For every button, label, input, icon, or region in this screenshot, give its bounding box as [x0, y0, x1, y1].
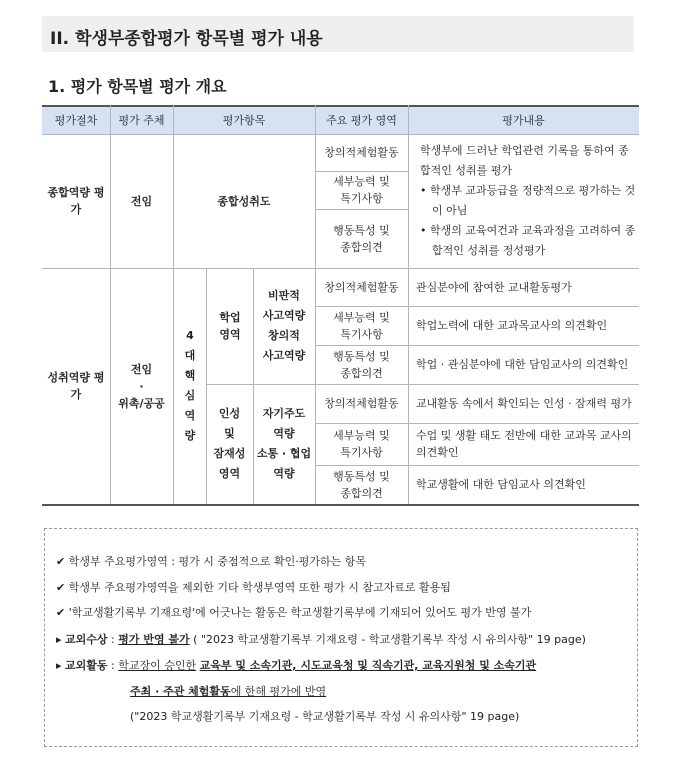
row1-area-detail: 세부능력 및 특기사항 [333, 175, 390, 205]
competency-line: 사고역량 [262, 309, 306, 322]
header-area: 주요 평가 영역 [326, 113, 397, 127]
subsection-title: 1. 평가 항목별 평가 개요 [48, 77, 227, 96]
note-3: ✔ '학교생활기록부 기재요령'에 어긋나는 활동은 학교생활기록부에 기재되어 있어도 평가 반영 불가 [56, 606, 532, 619]
row2-content: 수업 및 생활 태도 전반에 대한 교과목 교사의 의견확인 [416, 429, 632, 459]
row1-content-line-2: • 학생부 교과등급을 정량적으로 평가하는 것이 아님 [420, 184, 636, 217]
row2-area: 창의적체험활동 [324, 280, 399, 294]
domain-line: 및 [224, 427, 235, 440]
triangle-bullet-icon: ▸ [56, 633, 66, 646]
competency-line: 비판적 [268, 289, 300, 302]
row2-area: 행동특성 및 종합의견 [333, 469, 390, 500]
row2-competency-character [253, 384, 315, 504]
row2-content: 학업노력에 대한 교과목교사의 의견확인 [416, 319, 608, 332]
note-5-reference: ("2023 학교생활기록부 기재요령 - 학교생활기록부 작성 시 유의사항" 19 page) [130, 710, 520, 723]
row1-area-behavior: 행동특성 및 종합의견 [333, 223, 390, 254]
competency-line: 자기주도 [262, 407, 306, 420]
row2-area: 창의적체험활동 [324, 397, 399, 410]
section-title: II. 학생부종합평가 항목별 평가 내용 [50, 29, 323, 49]
note-1: ✔ 학생부 주요평가영역 : 평가 시 중점적으로 확인·평가하는 항목 [56, 555, 367, 568]
row2-area: 행동특성 및 종합의견 [333, 349, 390, 380]
header-item: 평가항목 [222, 113, 266, 127]
row2-content: 교내활동 속에서 확인되는 인성 · 잠재력 평가 [416, 397, 632, 410]
row2-competency-academic [253, 268, 315, 384]
row2-procedure: 성취역량 평가 [47, 371, 105, 401]
note-5-label: 교외활동 [65, 659, 108, 672]
row2-area: 세부능력 및 특기사항 [333, 310, 390, 341]
row2-domain-academic: 학업 영역 [219, 311, 241, 341]
row2-content: 학업 · 관심분야에 대한 담임교사의 의견확인 [416, 358, 629, 371]
note-5-d: 에 한해 평가에 반영 [230, 685, 327, 698]
row2-domain-character [206, 384, 253, 504]
triangle-bullet-icon: ▸ [56, 659, 66, 672]
domain-line: 영역 [218, 467, 241, 480]
competency-line: 소통 · 협업 [256, 447, 312, 460]
row2-core-competency: 4 대 핵 심 역 량 [184, 329, 196, 442]
row1-content-line-1: 학생부에 드러난 학업관련 기록을 통하여 종합적인 성취를 평가 [420, 144, 629, 177]
row1-content [410, 141, 638, 261]
note-5-a: 학교장이 승인한 [118, 659, 197, 672]
note-5-line-2 [130, 683, 326, 699]
domain-line: 잠재성 [213, 447, 246, 460]
row2-subject [110, 268, 173, 504]
header-procedure: 평가절차 [54, 113, 98, 127]
note-4-label: 교외수상 [65, 633, 108, 646]
note-5-c: 주최 · 주관 체험활동 [130, 685, 231, 698]
note-4: ▸ 교외수상 : 평가 반영 불가 ( "2023 학교생활기록부 기재요령 - 학교생활기록부 작성 시 유의사항" 19 page) [56, 633, 586, 646]
competency-line: 창의적 [268, 329, 300, 342]
header-content: 평가내용 [502, 113, 545, 127]
note-4-emphasis: 평가 반영 불가 [118, 633, 190, 646]
competency-line: 사고역량 [262, 349, 306, 362]
row2-subject-line: · [139, 379, 144, 393]
row2-subject-line: 전임 [130, 362, 153, 376]
row1-area-creative: 창의적체험활동 [324, 146, 399, 159]
row2-area: 세부능력 및 특기사항 [333, 429, 390, 459]
note-2: ✔ 학생부 주요평가영역을 제외한 기타 학생부영역 또한 평가 시 참고자료로 활용됨 [56, 581, 451, 594]
competency-line: 역량 [273, 467, 295, 480]
row1-procedure: 종합역량 평가 [47, 186, 105, 216]
header-subject: 평가 주체 [118, 113, 165, 127]
note-5: ▸ 교외활동 : 학교장이 승인한 교육부 및 소속기관, 시도교육청 및 직속기관, 교육지원청 및 소속기관 [56, 659, 537, 672]
row2-subject-line: 위촉/공공 [118, 396, 165, 410]
note-5-b: 교육부 및 소속기관, 시도교육청 및 직속기관, 교육지원청 및 소속기관 [199, 659, 537, 672]
competency-line: 역량 [273, 427, 295, 440]
row1-subject: 전임 [130, 194, 153, 208]
row2-content: 학교생활에 대한 담임교사 의견확인 [416, 478, 586, 491]
row2-content: 관심분야에 참여한 교내활동평가 [416, 280, 572, 294]
row1-item: 종합성취도 [217, 194, 271, 208]
row1-content-line-3: • 학생의 교육여건과 교육과정을 고려하여 종합적인 성취를 정성평가 [420, 224, 636, 257]
note-4-reference: ( "2023 학교생활기록부 기재요령 - 학교생활기록부 작성 시 유의사항" 19 page) [193, 633, 586, 646]
domain-line: 인성 [218, 407, 241, 420]
